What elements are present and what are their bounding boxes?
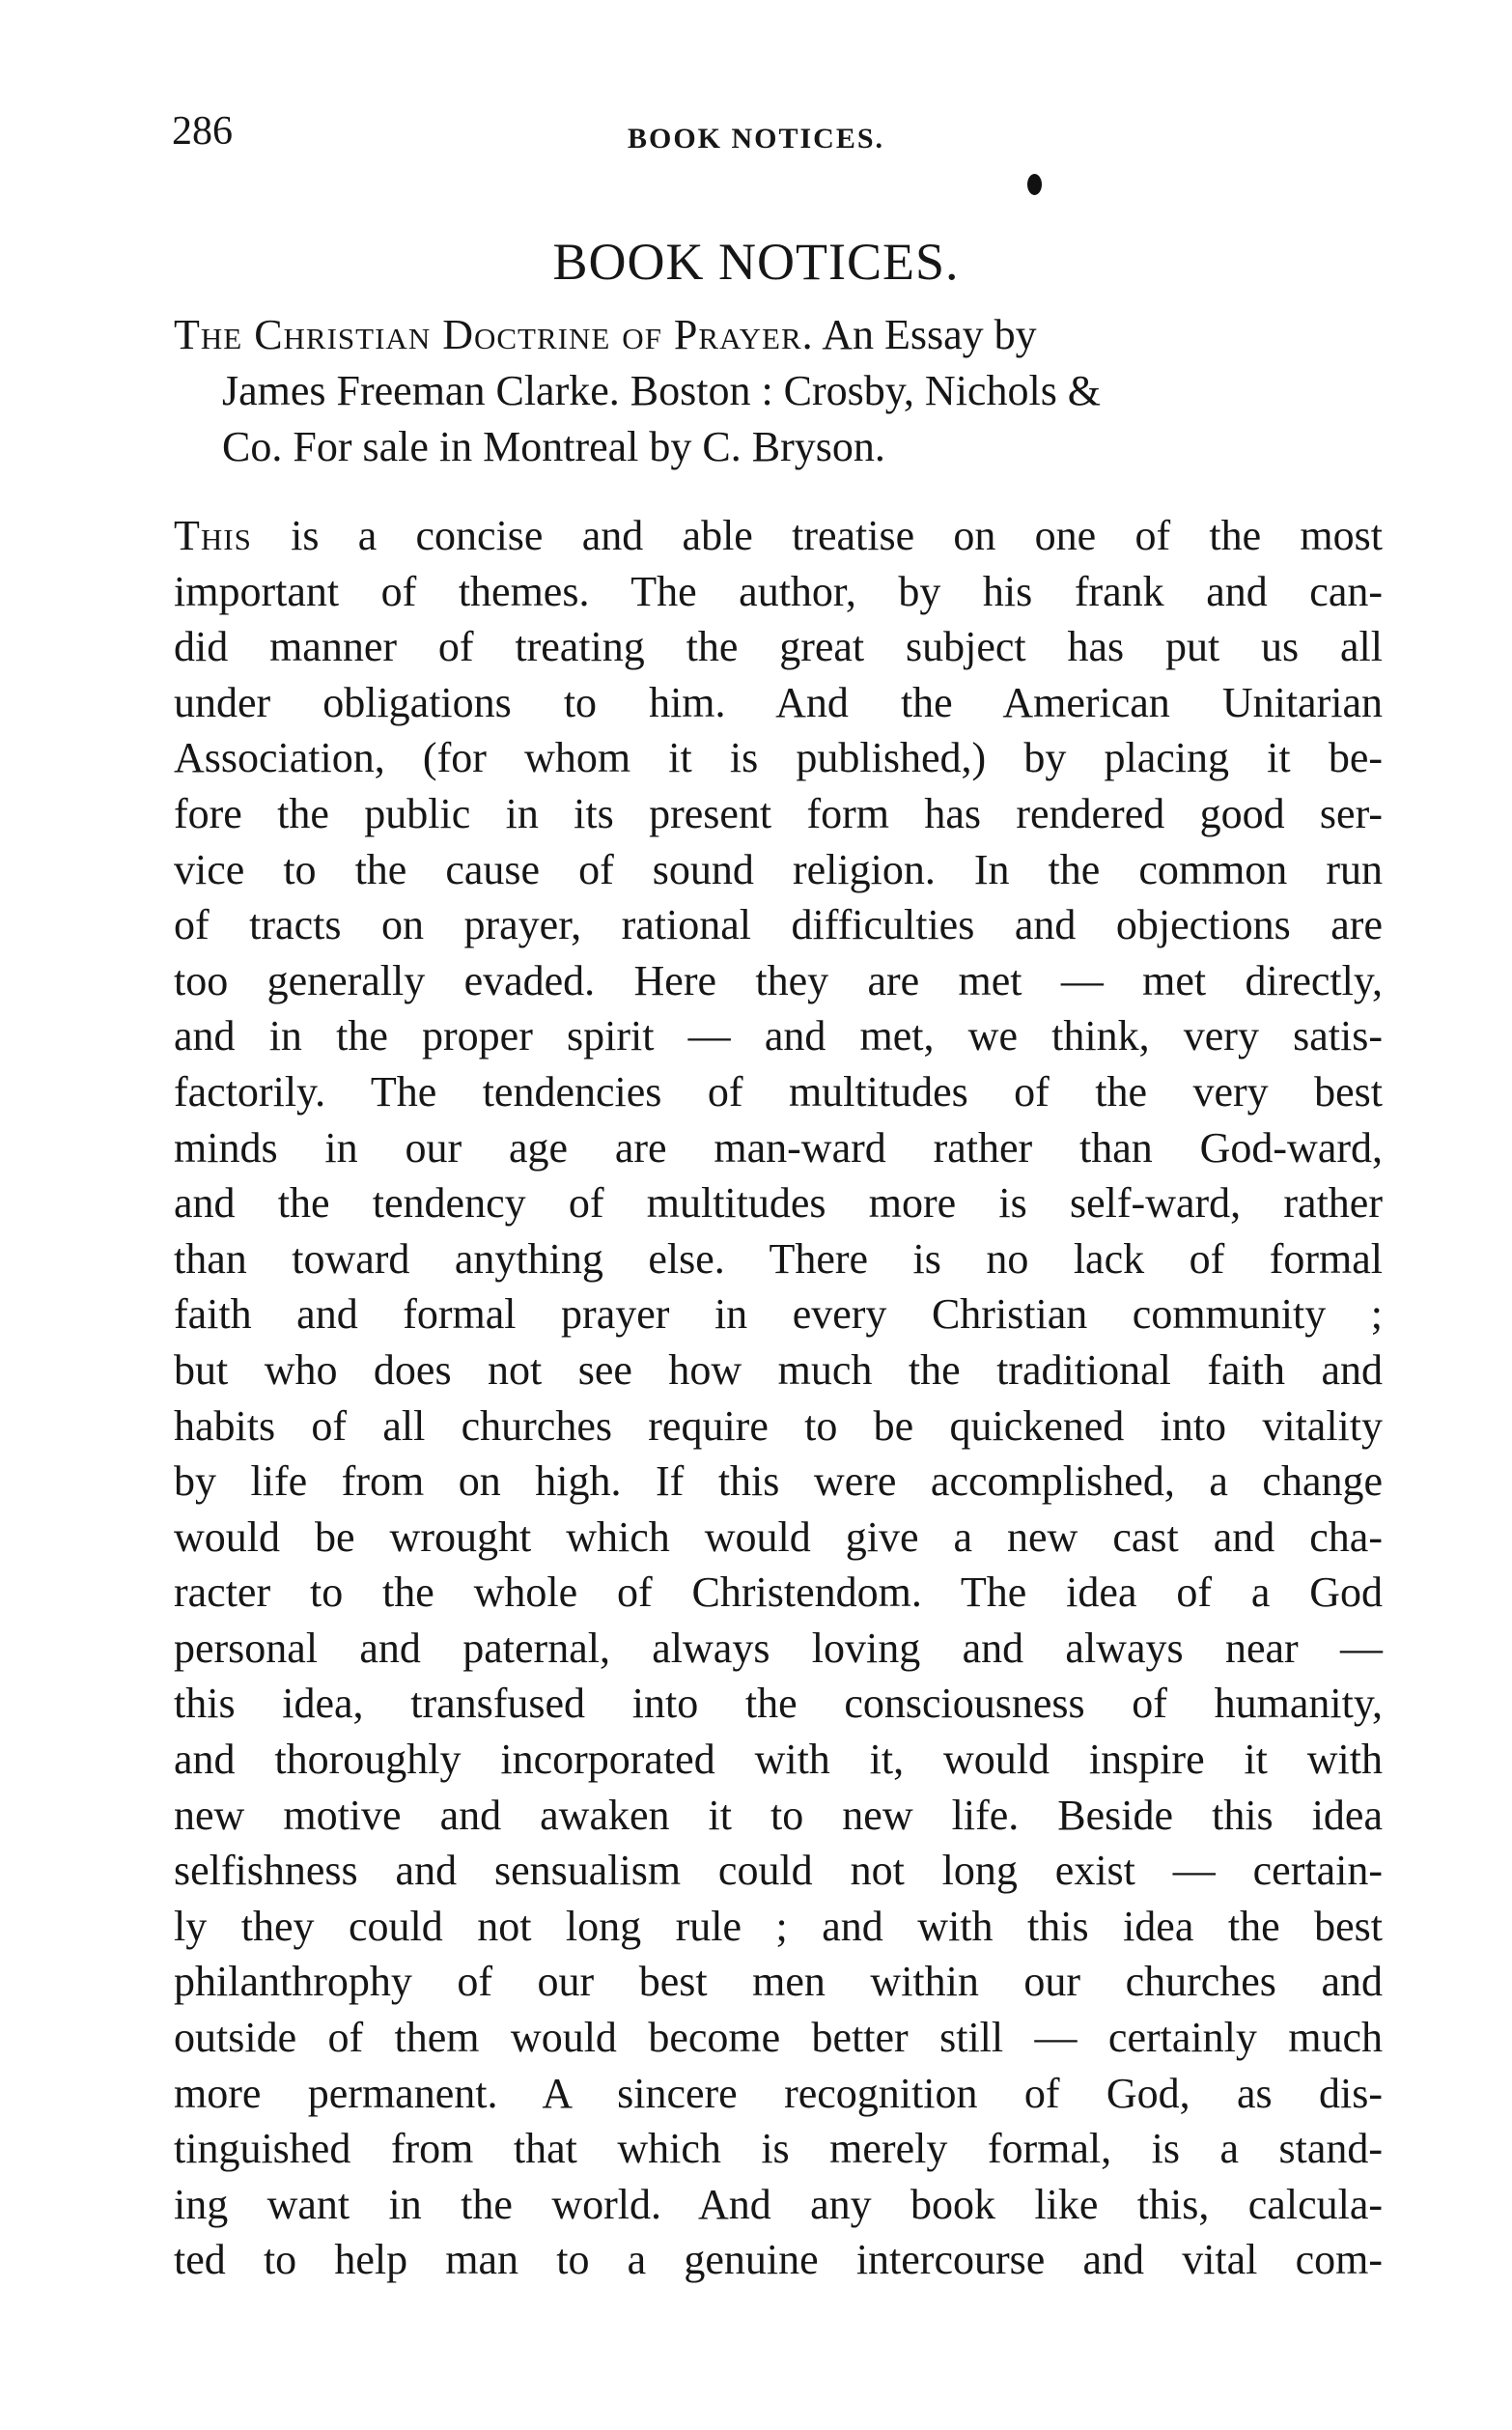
- body-line: and thoroughly incorporated with it, would inspire it with: [174, 1736, 1383, 1784]
- body-line: vice to the cause of sound religion. In the common run: [174, 845, 1383, 893]
- notice-heading-line: Co. For sale in Montreal by C. Bryson.: [222, 423, 885, 470]
- body-line: too generally evaded. Here they are met — met directly,: [174, 956, 1383, 1004]
- body-line: than toward anything else. There is no lack of formal: [174, 1234, 1383, 1283]
- body-line: by life from on high. If this were accomplished, a change: [174, 1457, 1383, 1506]
- body-line: tinguished from that which is merely formal, is a stand-: [174, 2125, 1383, 2173]
- body-line: personal and paternal, always loving and always near —: [174, 1624, 1383, 1672]
- notice-heading-line: [174, 307, 1383, 363]
- page-number: 286: [172, 109, 233, 154]
- book-title: The Christian Doctrine of Prayer.: [174, 311, 814, 358]
- body-line: Association, (for whom it is published,) by placing it be-: [174, 734, 1383, 782]
- body-line: more permanent. A sincere recognition of God, as dis-: [174, 2069, 1383, 2117]
- notice-body: [174, 508, 1383, 2288]
- body-line-text: is a concise and able treatise on one of the most: [251, 512, 1383, 559]
- body-first-word: This: [174, 512, 252, 559]
- body-line: [174, 508, 1383, 564]
- notice-heading-line: James Freeman Clarke. Boston : Crosby, Nichols &: [222, 367, 1102, 414]
- body-line: and in the proper spirit — and met, we think, very satis-: [174, 1012, 1383, 1060]
- body-line: under obligations to him. And the American Unitarian: [174, 678, 1383, 726]
- body-line: fore the public in its present form has rendered good ser-: [174, 789, 1383, 837]
- body-line: philanthrophy of our best men within our churches and: [174, 1958, 1383, 2006]
- body-line: ly they could not long rule ; and with this idea the best: [174, 1902, 1383, 1950]
- body-line: habits of all churches require to be quickened into vitality: [174, 1401, 1383, 1450]
- body-line: new motive and awaken it to new life. Beside this idea: [174, 1791, 1383, 1839]
- body-line: but who does not see how much the traditional faith and: [174, 1345, 1383, 1394]
- body-line: outside of them would become better still — certainly much: [174, 2014, 1383, 2062]
- body-line: minds in our age are man-ward rather than God-ward,: [174, 1123, 1383, 1172]
- heading-line-text: An Essay by: [813, 311, 1037, 358]
- body-line: and the tendency of multitudes more is self-ward, rather: [174, 1179, 1383, 1228]
- body-line: ted to help man to a genuine intercourse and vital com-: [174, 2236, 1383, 2284]
- running-head: BOOK NOTICES.: [627, 123, 885, 155]
- ink-blot: [1027, 174, 1042, 195]
- body-line: ing want in the world. And any book like this, calcula-: [174, 2180, 1383, 2228]
- section-title: BOOK NOTICES.: [552, 233, 960, 291]
- body-line: racter to the whole of Christendom. The idea of a God: [174, 1568, 1383, 1617]
- body-line: selfishness and sensualism could not long exist — certain-: [174, 1847, 1383, 1895]
- body-line: factorily. The tendencies of multitudes of the very best: [174, 1067, 1383, 1116]
- body-line: would be wrought which would give a new cast and cha-: [174, 1512, 1383, 1561]
- body-line: of tracts on prayer, rational difficulties and objections are: [174, 901, 1383, 949]
- body-line: did manner of treating the great subject has put us all: [174, 623, 1383, 671]
- body-line: this idea, transfused into the consciousness of humanity,: [174, 1680, 1383, 1728]
- body-line: faith and formal prayer in every Christian community ;: [174, 1290, 1383, 1339]
- notice-heading: [174, 307, 1383, 475]
- body-line: important of themes. The author, by his frank and can-: [174, 567, 1383, 615]
